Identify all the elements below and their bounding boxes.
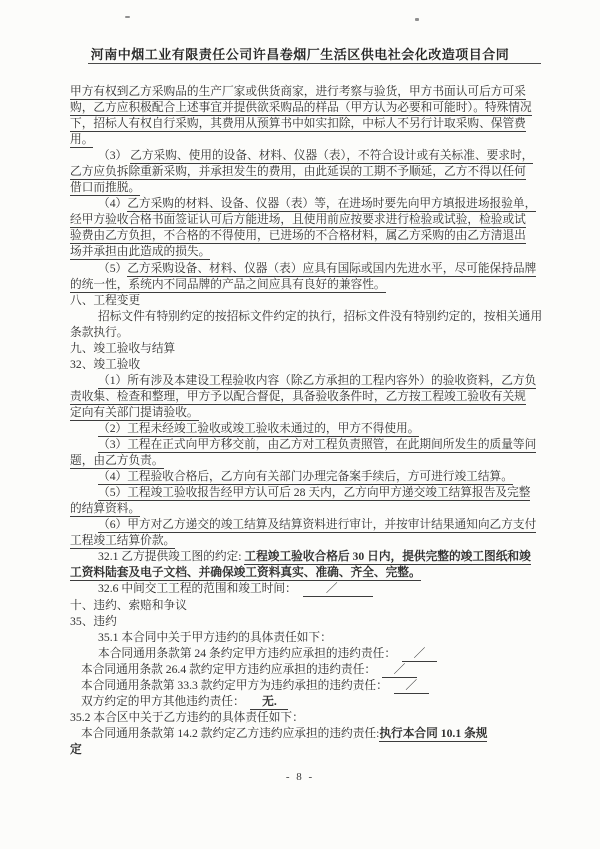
- text-line: [70, 212, 556, 228]
- text-segment: 本合同通用条款第 33.3 款约定甲方为违约承担的违约责任：: [81, 678, 394, 692]
- filled-in-text: 乙方采购、使用的设备、材料、仪器（表），不符合设计或有关标准、要求时，: [130, 149, 534, 163]
- text-line: [70, 662, 556, 678]
- text-segment: 双方约定的甲方其他违约责任：: [81, 694, 251, 708]
- filled-in-text: 工程竣工结算价款。: [70, 534, 176, 548]
- text-line: [70, 100, 556, 116]
- header-rule: [88, 63, 541, 64]
- text-line: [70, 196, 556, 212]
- text-line: [70, 341, 556, 357]
- filled-in-text: 的统一性，系统内不同品牌的产品之间应具有良好的兼容性。: [70, 277, 386, 291]
- page-number: - 8 -: [285, 771, 315, 783]
- filled-in-text: ／: [302, 582, 373, 596]
- filled-in-text: 的结算资料。: [70, 502, 141, 516]
- filled-in-text: 下，招标人有权自行采购，其费用从预算书中如实扣除，中标人不另行计取采购、保管费: [70, 117, 526, 131]
- text-line: [70, 148, 556, 164]
- text-line: [70, 646, 556, 662]
- text-line: [70, 533, 556, 549]
- text-segment: 定: [70, 742, 82, 756]
- filled-in-text: （2）工程未经竣工验收或竣工验收未通过的，甲方不得使用。: [98, 421, 420, 435]
- text-line: [70, 293, 556, 309]
- text-line: [70, 710, 556, 726]
- text-line: [70, 373, 556, 389]
- filled-in-text: 乙方应负拆除重新采购，并承担发生的费用，由此延误的工期不予顺延，乙方不得以任何: [70, 165, 526, 179]
- text-segment: 本合同通用条款第 14.2 款约定乙方违约应承担的违约责任:: [81, 726, 380, 740]
- text-segment: 八、工程变更: [70, 293, 141, 307]
- text-line: [70, 614, 556, 630]
- text-line: [70, 357, 556, 373]
- filled-in-text: ／: [401, 646, 437, 660]
- filled-in-text: 场并承担由此造成的损失。: [70, 245, 211, 259]
- text-line: [70, 84, 556, 100]
- text-segment: （3）: [98, 149, 131, 163]
- filled-in-text: 题，由乙方负责。: [70, 454, 164, 468]
- filled-in-text: （1）所有涉及本建设工程验收内容（除乙方承担的工程内容外）的验收资料，乙方负: [98, 373, 537, 387]
- filled-in-text: 执行本合同 10.1 条规: [379, 726, 488, 740]
- filled-in-text: 工程竣工验收合格后 30 日内，提供完整的竣工图纸和竣: [244, 550, 531, 564]
- text-line: [70, 421, 556, 437]
- text-line: [70, 678, 556, 694]
- filled-in-text: 乙方采购的材料、设备、仪器（表）等，在进场时要先向甲方填报进场报验单，: [127, 197, 537, 211]
- text-segment: 九、竣工验收与结算: [70, 341, 176, 355]
- text-segment: 32、竣工验收: [70, 357, 141, 371]
- text-line: [70, 485, 556, 501]
- filled-in-text: （4）工程验收合格后，乙方向有关部门办理完备案手续后，方可进行竣工结算。: [98, 470, 513, 484]
- text-line: [70, 581, 556, 597]
- text-line: [70, 309, 556, 325]
- text-line: [70, 132, 556, 148]
- text-line: [70, 180, 556, 196]
- filled-in-text: ／: [381, 662, 418, 676]
- text-line: [70, 598, 556, 614]
- text-segment: （5）: [98, 261, 128, 275]
- text-line: [70, 549, 556, 565]
- text-segment: 十、违约、索赔和争议: [70, 598, 187, 612]
- text-line: [70, 244, 556, 260]
- filled-in-text: 用。: [70, 133, 94, 147]
- text-segment: （4）: [98, 197, 128, 211]
- text-line: [70, 228, 556, 244]
- text-line: [70, 261, 556, 277]
- text-line: [70, 325, 556, 341]
- document-body: [70, 84, 556, 758]
- page-header-title: 河南中烟工业有限责任公司许昌卷烟厂生活区供电社会化改造项目合同: [90, 47, 510, 62]
- text-line: [70, 726, 556, 742]
- text-line: [70, 630, 556, 646]
- filled-in-text: 无.: [250, 694, 289, 708]
- text-segment: 本合同通用条款 26.4 款约定甲方违约应承担的违约责任：: [81, 662, 382, 676]
- filled-in-text: （5）工程竣工验收报告经甲方认可后 28 天内，乙方向甲方递交竣工结算报告及完整: [98, 486, 531, 500]
- text-line: [70, 565, 556, 581]
- filled-in-text: 定向有关部门提请验收。: [70, 405, 199, 419]
- scan-artifact-icon: [415, 18, 419, 21]
- text-segment: 35.1 本合同中关于甲方违约的具体责任如下：: [98, 630, 332, 644]
- text-segment: 招标文件有特别约定的按招标文件约定的执行，招标文件没有特别约定的，按相关通用: [98, 309, 543, 323]
- text-line: [70, 389, 556, 405]
- text-line: [70, 742, 556, 758]
- text-line: [70, 116, 556, 132]
- filled-in-text: 责收集、检查和整理，甲方予以配合督促，具备验收条件时，乙方按工程竣工验收有关规: [70, 389, 526, 403]
- filled-in-text: 购，乙方应积极配合上述事宜并提供欲采购品的样品（甲方认为必要和可能时）。特殊情况: [70, 101, 532, 115]
- filled-in-text: 验费由乙方负担，不合格的不得使用，已进场的不合格材料，属乙方采购的由乙方清退出: [70, 229, 526, 243]
- text-segment: 32.1 乙方提供竣工图的约定:: [98, 550, 245, 564]
- scan-artifact-icon: [125, 16, 130, 18]
- text-line: [70, 437, 556, 453]
- text-segment: 35.2 本合区中关于乙方违约的具体责任如下：: [70, 710, 304, 724]
- text-segment: 本合同通用条款第 24 条约定甲方违约应承担的违约责任：: [98, 646, 402, 660]
- text-line: [70, 501, 556, 517]
- text-line: [70, 164, 556, 180]
- text-line: [70, 277, 556, 293]
- text-segment: 条款执行。: [70, 325, 129, 339]
- filled-in-text: 经甲方验收合格书面签证认可后方能进场，且使用前应按要求进行检验或试验，检验或试: [70, 213, 526, 227]
- filled-in-text: （3）工程在正式向甲方移交前，由乙方对工程负责照管，在此期间所发生的质量等问: [98, 438, 537, 452]
- text-line: [70, 469, 556, 485]
- text-segment: 35、违约: [70, 614, 117, 628]
- text-line: [70, 517, 556, 533]
- filled-in-text: ／: [393, 678, 429, 692]
- filled-in-text: 甲方有权到乙方采购品的生产厂家或供货商家，进行考察与验货，甲方书面认可后方可采: [70, 85, 526, 98]
- filled-in-text: （6）甲方对乙方递交的竣工结算及结算资料进行审计，并按审计结果通知向乙方支付: [98, 518, 537, 532]
- filled-in-text: 工资料陆套及电子文档、并确保竣工资料真实、准确、齐全、完整。: [70, 566, 421, 580]
- filled-in-text: 乙方采购设备、材料、仪器（表）应具有国际或国内先进水平，尽可能保持品牌: [127, 261, 537, 275]
- text-line: [70, 453, 556, 469]
- text-line: [70, 694, 556, 710]
- text-segment: 32.6 中间交工工程的范围和竣工时间：: [98, 582, 303, 596]
- text-line: [70, 405, 556, 421]
- filled-in-text: 借口而推脱。: [70, 181, 141, 195]
